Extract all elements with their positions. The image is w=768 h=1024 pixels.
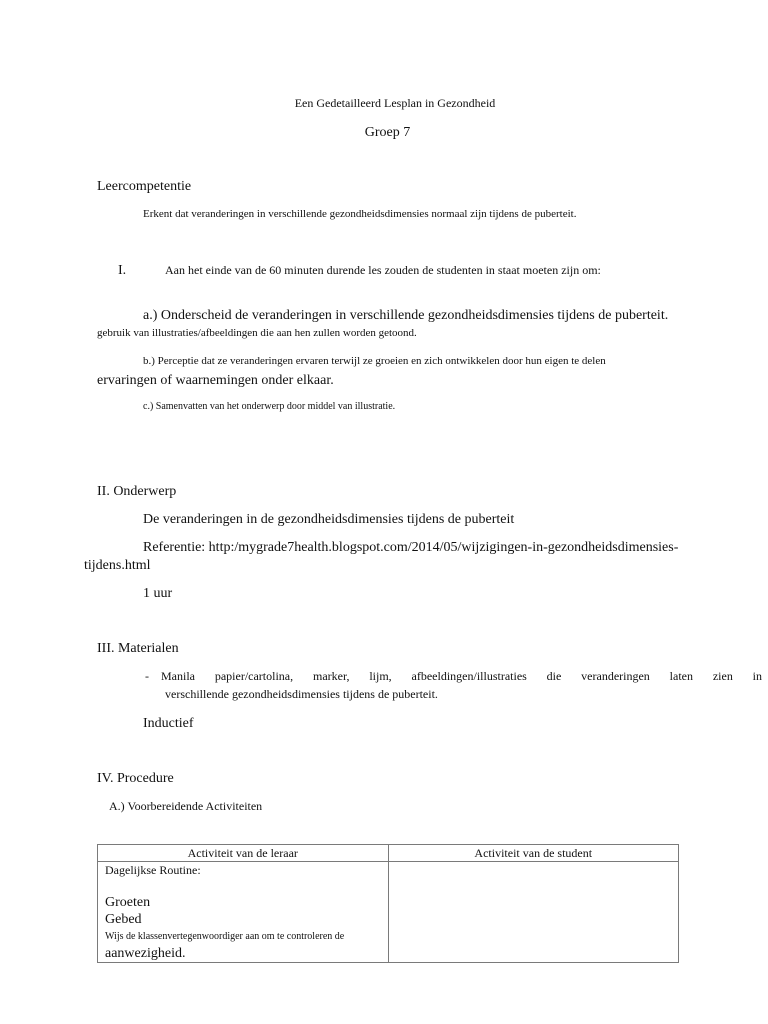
objective-b-cont: ervaringen of waarnemingen onder elkaar. xyxy=(97,373,334,388)
materials-bullet: - xyxy=(145,669,149,683)
objective-a-cont: gebruik van illustraties/afbeeldingen die aan hen zullen worden getoond. xyxy=(97,327,417,339)
student-activity-cell xyxy=(388,862,679,963)
materials-line-1: Manila papier/cartolina, marker, lijm, afbeeldingen/illustraties die veranderingen laten zien in xyxy=(161,669,762,683)
objectives-numeral: I. xyxy=(118,263,127,278)
document-title: Een Gedetailleerd Lesplan in Gezondheid xyxy=(294,96,496,110)
table-row xyxy=(98,862,679,963)
procedure-heading: IV. Procedure xyxy=(97,771,174,786)
subject-topic: De veranderingen in de gezondheidsdimensies tijdens de puberteit xyxy=(143,512,515,527)
objective-c: c.) Samenvatten van het onderwerp door middel van illustratie. xyxy=(143,401,396,412)
objective-a: a.) Onderscheid de veranderingen in verschillende gezondheidsdimensies tijdens de puberteit. xyxy=(143,308,669,323)
teacher-activity-cell xyxy=(98,862,389,963)
activity-table xyxy=(97,844,679,963)
subject-duration: 1 uur xyxy=(143,586,173,601)
materials-heading: III. Materialen xyxy=(97,641,179,656)
subject-reference: Referentie: http:/mygrade7health.blogspot.com/2014/05/wijzigingen-in-gezondheidsdimensies- xyxy=(143,540,679,555)
procedure-subheading: A.) Voorbereidende Activiteiten xyxy=(109,799,263,813)
routine-label: Dagelijkse Routine: xyxy=(105,863,201,877)
header-student-activity: Activiteit van de student xyxy=(388,845,679,862)
objectives-intro: Aan het einde van de 60 minuten durende les zouden de studenten in staat moeten zijn om: xyxy=(165,263,601,277)
group-label: Groep 7 xyxy=(364,125,411,140)
table-header-row xyxy=(98,845,679,862)
materials-method: Inductief xyxy=(143,716,194,731)
objective-b: b.) Perceptie dat ze veranderingen ervaren terwijl ze groeien en zich ontwikkelen door hun eigen te delen xyxy=(143,355,606,367)
subject-heading: II. Onderwerp xyxy=(97,484,177,499)
competence-text: Erkent dat veranderingen in verschillende gezondheidsdimensies normaal zijn tijdens de puberteit. xyxy=(143,208,577,220)
greeting-item: Groeten xyxy=(105,895,151,910)
attendance-item: Wijs de klassenvertegenwoordiger aan om te controleren de xyxy=(105,931,345,942)
competence-heading: Leercompetentie xyxy=(97,179,192,194)
subject-reference-cont: tijdens.html xyxy=(84,558,151,573)
prayer-item: Gebed xyxy=(105,912,142,927)
materials-line-2: verschillende gezondheidsdimensies tijdens de puberteit. xyxy=(165,687,438,701)
header-teacher-activity: Activiteit van de leraar xyxy=(98,845,389,862)
attendance-item-cont: aanwezigheid. xyxy=(105,946,186,961)
